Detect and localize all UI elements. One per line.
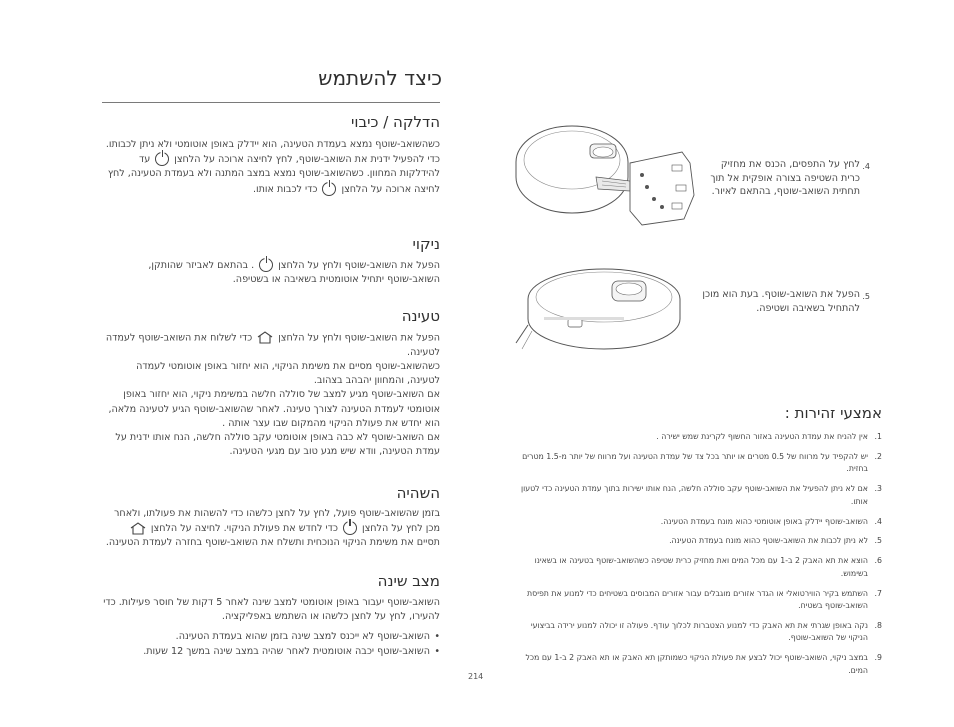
section-body-power [102,138,440,197]
list-item [514,431,882,443]
list-item [514,652,882,677]
item-number: 5. [874,536,882,546]
step-text: הפעל את השואב-שוטף. בעת הוא מוכן להתחיל בשאיבה ושטיפה. [702,289,860,314]
item-number: 6. [874,556,882,566]
charging-paragraph-1 [102,331,440,360]
power-text-a: כדי להפעיל ידנית את השואב-שוטף, לחץ לחיצה ארוכה על הלחצן [174,154,440,166]
list-item [514,451,882,476]
step-number: 5. [862,292,870,301]
precautions-list [514,431,882,685]
list-item [514,588,882,613]
power-icon [343,521,357,535]
power-paragraph-1: כשהשואב-שוטף נמצא בעמדת הטעינה, הוא יידלק באופן אוטומטי ולא ניתן לכבותו. [105,139,440,150]
step-4 [700,158,870,199]
item-number: 1. [874,432,882,441]
power-text-b: עד להידלקות המחוון. כשהשואב-שוטף נמצא במצב המתנה ולא בעמדת הטעינה, לחץ לחיצה ארוכה על הלחצן [107,154,440,195]
power-icon [155,152,169,166]
item-text: לא ניתן לכבות את השואב-שוטף כהוא מונח בעמדת הטעינה. [669,536,868,546]
item-text: יש להקפיד על מרווח של 0.5 מטרים או יותר בכל צד של עמדת הטעינה ועל מרווח של יותר מ-1.5 מטרים בחזית. [522,451,868,474]
power-icon [259,258,273,272]
item-text: אין להניח את עמדת הטעינה באזור החשוף לקרינת שמש ישירה . [656,432,868,441]
item-text: השתמש בקיר הווירטואלי או הגדר אזורים מוגבלים עבור אזורים המבוסים בשטיחים כדי למנוע את תפיסת השואב-שוטף בשטיח. [527,588,868,611]
step-text: לחץ על התפסים, הכנס את מחזיק כרית השטיפה בצורה אופקית אל תוך תחתית השואב-שוטף, בהתאם לאיור. [710,159,860,197]
pause-text-a: בזמן שהשואב-שוטף פועל, לחץ על לחצן כלשהו כדי להשהות את פעולתו, ולאחר מכן לחץ על הלחצן [114,508,440,535]
item-number: 2. [874,451,882,461]
section-body-cleaning [102,258,440,287]
cleaning-text-a: הפעל את השואב-שוטף ולחץ על הלחצן [278,260,440,271]
charging-paragraph-3: אם השואב-שוטף מגיע למצב של סוללה חלשה במשימת ניקוי, הוא יחזור באופן אוטומטי לעמדת הטעינה לצורך טעינה. לאחר שהשואב-שוטף הגיע לטעינה מלאה, הוא יחדש את פעולת הניקוי מהמקום שבו עצר אותה . [108,389,440,429]
pause-paragraph [102,507,440,551]
list-item: • השואב-שוטף יכבה אוטומטית לאחר שהיה במצב שינה במשך 12 שעות. [102,645,440,659]
charging-text-b: כדי לשלוח את השואב-שוטף לעמדה לטעינה. [105,332,440,358]
section-heading-charging: טעינה [401,307,440,325]
list-item [514,620,882,645]
charging-paragraph-4: אם השואב-שוטף לא כבה באופן אוטומטי עקב סוללה חלשה, הנח אותו ידנית על עמדת הטעינה, וודא שיש מגע טוב עם מגעי הטעינה. [115,431,440,458]
section-body-charging [102,331,440,459]
step-5 [700,288,870,315]
item-number: 4. [874,516,882,526]
home-icon [129,522,147,535]
step-number: 4. [862,162,870,171]
power-text-c: כדי לכבות אותו. [252,183,318,195]
robot-start-illustration [512,257,692,362]
list-item [514,555,882,580]
cleaning-text-b: . בהתאם לאביזר שהותקן, השואב-שוטף יתחיל אוטומטית בשאיבה או בשטיפה. [148,260,440,286]
item-text: השואב-שוטף יידלק באופן אוטומטי כהוא מונח בעמדת הטעינה. [660,516,868,526]
item-number: 7. [874,588,882,598]
section-body-pause [102,507,440,551]
item-text: במצב ניקוי, השואב-שוטף יכול לבצע את פעולת הניקוי כשמותקן תא האבק או תא האבק 2 ב-1 עם מכל המים. [525,653,868,675]
list-item [514,535,882,547]
section-heading-pause: השהיה [396,484,440,502]
power-icon [322,182,336,196]
robot-mop-holder-illustration [512,115,702,235]
precautions-heading: אמצעי זהירות : [784,404,882,422]
home-icon [256,331,274,344]
item-number: 9. [874,653,882,663]
item-text: הוצא את תא האבק 2 ב-1 עם מכל המים ואת מחזיק כרית שטיפה כשהשואב-שוטף בטעינה או בשאינו בשימוש. [534,556,868,578]
charging-text-a: הפעל את השואב-שוטף ולחץ על הלחצן [278,332,440,344]
list-item [514,483,882,508]
list-item [514,516,882,528]
sleep-paragraph: השואב-שוטף יעבור באופן אוטומטי למצב שינה לאחר 5 דקות של חוסר פעילות. כדי להעירו, לחץ על לחצן כלשהו או השתמש באפליקציה. [103,597,440,623]
sleep-bullet-list [102,630,440,658]
item-text: נקה באופן שגרתי את תא האבק כדי למנוע הצטברות לכלוך עודף. פעולה זו יכולה למנוע ירידה בביצועי הניקוי של השואב-שוטף. [530,620,868,643]
item-number: 3. [874,484,882,494]
item-number: 8. [874,620,882,630]
section-heading-sleep: מצב שינה [377,572,440,590]
section-heading-power: הדלקה / כיבוי [351,113,440,131]
power-paragraph-2 [102,152,440,197]
item-text: אם לא ניתן להפעיל את השואב-שוטף עקב סוללה חלשה, הנח אותו ישירות בתוך עמדת הטעינה כדי לטעון אותו. [520,484,868,506]
section-heading-cleaning: ניקוי [412,235,440,253]
page-title: כיצד להשתמש [318,66,442,90]
pause-text-c: תסיים את משימת הניקוי הנוכחית ותשלח את השואב-שוטף בחזרה לעמדת הטעינה. [105,537,440,549]
pause-text-b: כדי לחדש את פעולת הניקוי. לחיצה על הלחצן [150,523,338,535]
list-item: • השואב-שוטף לא ייכנס למצב שינה בזמן שהוא בעמדת הטעינה. [102,630,440,644]
title-divider [102,102,440,103]
section-body-sleep [102,596,440,659]
charging-paragraph-2: כשהשואב-שוטף מסיים את משימת הניקוי, הוא יחזור באופן אוטומטי לעמדה לטעינה, והמחוון יהבהב בצהוב. [136,360,440,387]
page-number: 214 [468,672,484,681]
cleaning-paragraph [102,258,440,287]
